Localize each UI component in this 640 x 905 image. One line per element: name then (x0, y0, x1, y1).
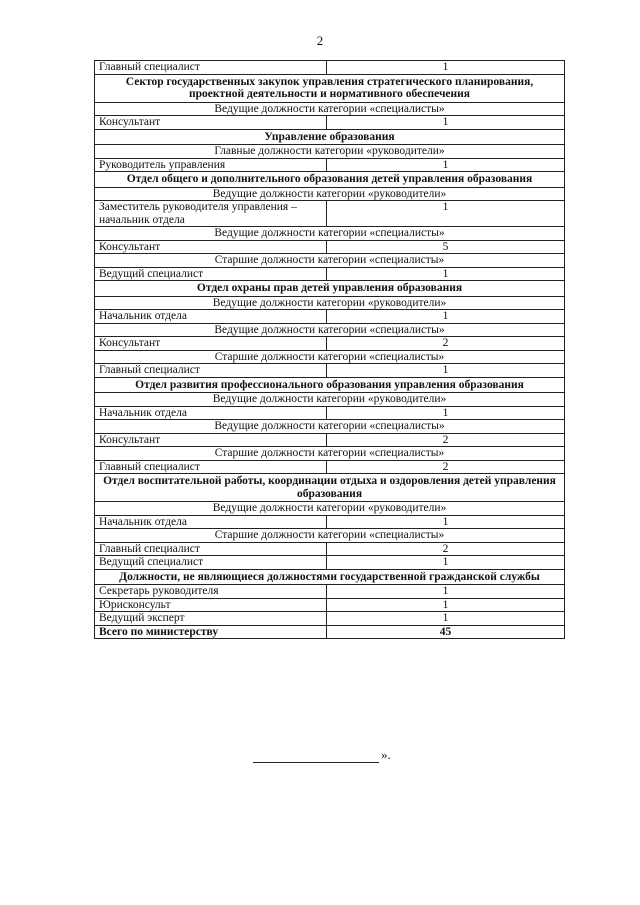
closing-quote: ». (381, 747, 391, 762)
position-row (95, 116, 565, 130)
position-name: Консультант (95, 433, 327, 447)
section-title: Отдел охраны прав детей управления образования (95, 281, 565, 297)
position-count: 1 (327, 310, 565, 324)
category-title: Главные должности категории «руководители» (95, 145, 565, 159)
category-row (95, 323, 565, 337)
position-row (95, 406, 565, 420)
position-row (95, 240, 565, 254)
staff-table-body (95, 61, 565, 639)
section-header-row (95, 74, 565, 102)
position-count: 1 (327, 556, 565, 570)
category-title: Старшие должности категории «специалисты» (95, 447, 565, 461)
position-name: Начальник отдела (95, 515, 327, 529)
position-row (95, 267, 565, 281)
position-row (95, 585, 565, 599)
section-title: Отдел развития профессионального образования управления образования (95, 377, 565, 393)
position-count: 1 (327, 598, 565, 612)
position-count: 1 (327, 406, 565, 420)
section-header-row (95, 377, 565, 393)
category-title: Ведущие должности категории «специалисты» (95, 102, 565, 116)
position-count: 1 (327, 158, 565, 172)
section-title: Отдел воспитательной работы, координации отдыха и оздоровления детей управления образования (95, 474, 565, 502)
position-name: Главный специалист (95, 460, 327, 474)
position-row (95, 201, 565, 227)
category-row (95, 296, 565, 310)
position-count: 1 (327, 61, 565, 75)
position-row (95, 337, 565, 351)
category-title: Ведущие должности категории «руководители» (95, 502, 565, 516)
section-title: Управление образования (95, 129, 565, 145)
closing-line (253, 747, 391, 763)
category-row (95, 420, 565, 434)
category-title: Ведущие должности категории «специалисты» (95, 323, 565, 337)
section-title: Сектор государственных закупок управления стратегического планирования, проектной деятельности и нормативного обеспечения (95, 74, 565, 102)
position-name: Главный специалист (95, 61, 327, 75)
position-count: 1 (327, 585, 565, 599)
position-count: 2 (327, 460, 565, 474)
position-count: 1 (327, 116, 565, 130)
position-row (95, 556, 565, 570)
category-row (95, 187, 565, 201)
section-header-row (95, 129, 565, 145)
category-title: Ведущие должности категории «руководители» (95, 296, 565, 310)
category-row (95, 393, 565, 407)
section-header-row (95, 569, 565, 585)
position-name: Начальник отдела (95, 310, 327, 324)
category-title: Ведущие должности категории «руководители» (95, 393, 565, 407)
position-name: Руководитель управления (95, 158, 327, 172)
position-row (95, 460, 565, 474)
category-row (95, 502, 565, 516)
section-title: Должности, не являющиеся должностями государственной гражданской службы (95, 569, 565, 585)
position-row (95, 598, 565, 612)
section-header-row (95, 281, 565, 297)
total-row (95, 625, 565, 639)
position-count: 2 (327, 542, 565, 556)
position-count: 2 (327, 337, 565, 351)
category-title: Старшие должности категории «специалисты» (95, 350, 565, 364)
position-row (95, 612, 565, 626)
position-name: Консультант (95, 240, 327, 254)
position-count: 2 (327, 433, 565, 447)
position-name: Ведущий эксперт (95, 612, 327, 626)
category-row (95, 254, 565, 268)
position-name: Консультант (95, 337, 327, 351)
category-row (95, 145, 565, 159)
category-title: Ведущие должности категории «руководители» (95, 187, 565, 201)
position-count: 1 (327, 201, 565, 227)
category-row (95, 529, 565, 543)
position-row (95, 61, 565, 75)
position-name: Заместитель руководителя управления – начальник отдела (95, 201, 327, 227)
position-name: Начальник отдела (95, 406, 327, 420)
position-count: 1 (327, 267, 565, 281)
position-name: Главный специалист (95, 542, 327, 556)
category-row (95, 102, 565, 116)
position-name: Ведущий специалист (95, 267, 327, 281)
category-title: Старшие должности категории «специалисты» (95, 254, 565, 268)
category-title: Ведущие должности категории «специалисты» (95, 420, 565, 434)
position-name: Главный специалист (95, 364, 327, 378)
position-row (95, 433, 565, 447)
category-title: Старшие должности категории «специалисты» (95, 529, 565, 543)
staff-table (94, 60, 565, 639)
position-name: Консультант (95, 116, 327, 130)
position-row (95, 542, 565, 556)
section-header-row (95, 474, 565, 502)
signature-underline (253, 750, 379, 763)
position-row (95, 310, 565, 324)
position-row (95, 158, 565, 172)
category-row (95, 350, 565, 364)
category-row (95, 447, 565, 461)
position-name: Юрисконсульт (95, 598, 327, 612)
total-label: Всего по министерству (95, 625, 327, 639)
position-count: 1 (327, 612, 565, 626)
position-row (95, 364, 565, 378)
position-row (95, 515, 565, 529)
position-count: 5 (327, 240, 565, 254)
page-number: 2 (316, 33, 324, 48)
position-name: Секретарь руководителя (95, 585, 327, 599)
section-header-row (95, 172, 565, 188)
category-row (95, 227, 565, 241)
position-count: 1 (327, 364, 565, 378)
total-count: 45 (327, 625, 565, 639)
position-name: Ведущий специалист (95, 556, 327, 570)
section-title: Отдел общего и дополнительного образования детей управления образования (95, 172, 565, 188)
position-count: 1 (327, 515, 565, 529)
category-title: Ведущие должности категории «специалисты» (95, 227, 565, 241)
